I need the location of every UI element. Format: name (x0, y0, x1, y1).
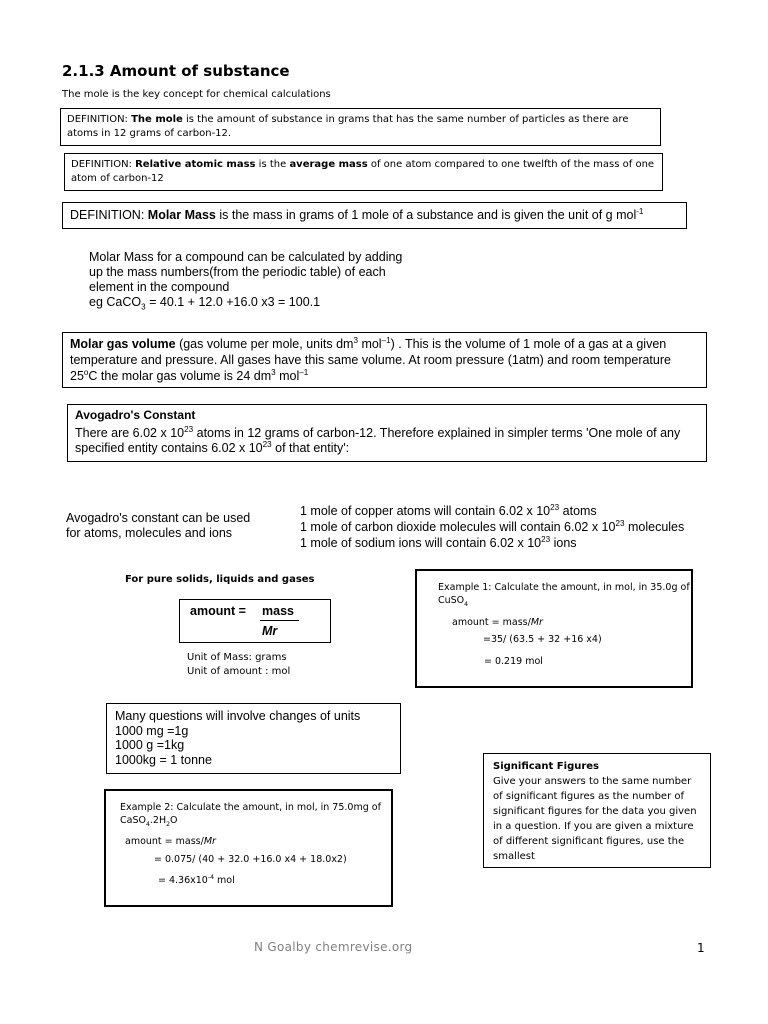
gas-text: mol (357, 337, 382, 351)
example-1-title (438, 581, 690, 607)
example-title-text: : Calculate the amount, in mol, in 75.0mg of (170, 802, 381, 813)
unit-change-item: 1000 g =1kg (115, 738, 185, 752)
usage-line: for atoms, molecules and ions (66, 526, 233, 540)
definition-molar-mass-box (62, 202, 687, 229)
avogadro-heading: Avogadro's Constant (75, 408, 196, 422)
line-sup: -4 (207, 873, 214, 881)
line-italic: Mr (203, 836, 216, 847)
gas-text: ) . This is the volume of 1 mole of a gas at a given temperature and pressure. All gases have this same volume. At room pressure (1atm) and room temperature 25 (70, 337, 671, 383)
example-2-line-2: = 0.075/ (40 + 32.0 +16.0 x4 + 18.0x2) (154, 854, 347, 865)
avogadro-example-row (300, 519, 684, 535)
example-text: 1 mole of sodium ions will contain 6.02 x 10 (300, 536, 542, 550)
example-2-line-1 (125, 836, 216, 847)
example-text: 1 mole of copper atoms will contain 6.02 x 10 (300, 504, 551, 518)
example-text: molecules (624, 520, 685, 534)
avogadro-text-part: of that entity': (271, 441, 350, 455)
page-title: 2.1.3 Amount of substance (62, 62, 290, 80)
definition-term-2: average mass (289, 159, 368, 170)
gas-sup: 3 (271, 367, 276, 377)
formula-subscript: 2 (166, 820, 171, 828)
example-1-line-2: =35/ (63.5 + 32 +16 x4) (483, 634, 602, 645)
unit-changes-box (106, 703, 401, 774)
avogadro-example-row (300, 535, 684, 551)
definition-mole-box (60, 108, 661, 146)
example-rest: = 40.1 + 12.0 +16.0 x3 = 100.1 (145, 295, 321, 309)
example-text: atoms (559, 504, 597, 518)
formula-text: O (170, 815, 178, 826)
note-example (89, 295, 402, 310)
unit-superscript: -1 (636, 206, 644, 216)
line-text: amount = mass/ (452, 617, 531, 628)
pure-substances-heading: For pure solids, liquids and gases (125, 574, 315, 585)
amount-formula-box (179, 599, 331, 643)
example-subscript: 3 (141, 302, 146, 312)
example-title-text: : Calculate the amount, in mol, in 35.0g of CuSO (438, 582, 690, 606)
line-text: mol (213, 875, 235, 886)
gas-sup: –1 (381, 335, 391, 345)
avogadro-constant-box (67, 404, 707, 462)
definition-text: is the amount of substance in grams that has the same number of particles as there are atoms in 12 grams of carbon-12. (67, 114, 629, 139)
page-number: 1 (697, 941, 705, 955)
significant-figures-text: Give your answers to the same number of significant figures as the number of significant figures for the data you given in a question. If you are given a mixture of different significant figures, use the smallest (493, 776, 697, 862)
example-1-line-1 (452, 617, 543, 628)
example-sup: 23 (615, 518, 625, 528)
definition-term: The mole (131, 114, 183, 125)
significant-figures-box (483, 753, 711, 868)
line-text: amount = mass/ (125, 836, 204, 847)
unit-of-mass: Unit of Mass: grams (187, 652, 287, 663)
example-sup: 23 (541, 534, 551, 544)
definition-text: is the mass in grams of 1 mole of a substance and is given the unit of g mol (215, 208, 637, 222)
note-line: up the mass numbers(from the periodic table) of each (89, 265, 386, 279)
definition-term: Relative atomic mass (135, 159, 256, 170)
footer-attribution: N Goalby chemrevise.org (254, 940, 413, 954)
avogadro-text (75, 426, 699, 456)
example-1-line-3: = 0.219 mol (484, 656, 543, 667)
unit-change-item: 1000 mg =1g (115, 723, 189, 738)
example-subscript: 4 (464, 600, 469, 608)
avogadro-usage (66, 511, 250, 541)
unit-of-amount: Unit of amount : mol (187, 666, 291, 677)
formula-denominator: Mr (262, 624, 278, 638)
gas-sup: 3 (353, 335, 358, 345)
gas-sup: o (83, 367, 89, 377)
example-2-title (120, 801, 386, 827)
example-2-line-3 (158, 875, 235, 886)
avogadro-text-part: There are 6.02 x 10 (75, 426, 185, 440)
example-sup: 23 (550, 502, 560, 512)
significant-figures-heading: Significant Figures (493, 761, 600, 772)
example-text: ions (550, 536, 577, 550)
unit-notes (187, 651, 290, 679)
unit-change-item: 1000kg = 1 tonne (115, 752, 212, 767)
definition-prefix: DEFINITION: (67, 114, 132, 125)
gas-text: mol (275, 369, 300, 383)
unit-changes-heading: Many questions will involve changes of units (115, 709, 361, 723)
definition-prefix: DEFINITION: (71, 159, 136, 170)
definition-term: Molar Mass (147, 208, 216, 222)
example-label: Example 1 (438, 582, 489, 593)
line-italic: Mr (530, 617, 543, 628)
avogadro-examples (300, 503, 684, 551)
definition-relative-atomic-mass-box (64, 153, 663, 191)
gas-text: (gas volume per mole, units dm (175, 337, 354, 351)
avogadro-text-part: atoms in 12 grams of carbon-12. Therefore explained in simpler terms 'One mole of any specified entity contains 6.02 x 10 (75, 426, 681, 455)
intro-text: The mole is the key concept for chemical calculations (62, 89, 331, 100)
definition-text: of one atom compared to one twelfth of the mass of one atom of carbon-12 (71, 159, 655, 184)
usage-line: Avogadro's constant can be used (66, 511, 251, 525)
gas-text: C the molar gas volume is 24 dm (88, 369, 272, 383)
avogadro-sup: 23 (262, 439, 272, 449)
line-text: = 4.36x10 (158, 875, 208, 886)
molar-mass-note (89, 250, 402, 310)
formula-text: CaSO (120, 815, 146, 826)
avogadro-example-row (300, 503, 684, 519)
example-1-box (415, 569, 693, 688)
avogadro-sup: 23 (184, 424, 194, 434)
example-label: Example 2 (120, 802, 171, 813)
example-2-box (104, 789, 393, 907)
gas-term: Molar gas volume (70, 337, 176, 351)
molar-gas-volume-box (62, 332, 707, 388)
definition-mid: is the (255, 159, 290, 170)
formula-subscript: 4 (145, 820, 150, 828)
formula-label: amount = (190, 604, 246, 618)
example-prefix: eg CaCO (89, 295, 142, 309)
note-line: element in the compound (89, 280, 230, 294)
example-text: 1 mole of carbon dioxide molecules will contain 6.02 x 10 (300, 520, 616, 534)
note-line: Molar Mass for a compound can be calculated by adding (89, 250, 403, 264)
fraction-bar (260, 620, 299, 621)
definition-prefix: DEFINITION: (70, 208, 148, 222)
formula-text: .2H (149, 815, 167, 826)
gas-sup: –1 (299, 367, 309, 377)
formula-numerator: mass (262, 604, 294, 618)
